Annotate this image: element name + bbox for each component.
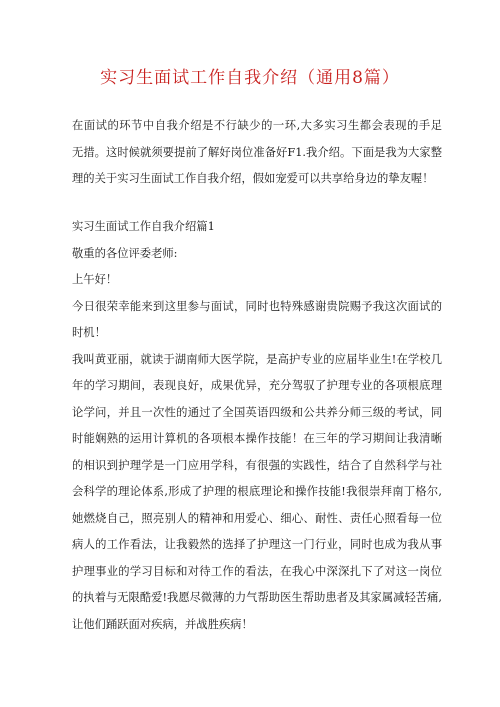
- intro-line: 无措。这时候就须要提前了解好岗位准备好F1.我介绍。下面是我为大家整: [72, 145, 442, 159]
- paragraph-introduction: [72, 347, 442, 639]
- paragraph-line: 年的学习期间，表现良好，成果优异，充分驾驭了护理专业的各项根底理: [72, 379, 442, 392]
- paragraph-line: 时机！: [72, 326, 106, 339]
- paragraph-line: 我叫黄亚丽，就读于湖南师大医学院，是高护专业的应届毕业生!在学校几: [72, 352, 442, 366]
- paragraph-line: 护理事业的学习目标和对待工作的看法，在我心中深深扎下了对这一岗位: [72, 564, 442, 578]
- paragraph-line: 的相识到护理学是一门应用学科，有很强的实践性，结合了自然科学与社: [72, 458, 442, 472]
- section-heading: 实习生面试工作自我介绍篇1: [72, 220, 215, 233]
- morning-greeting: 上午好！: [72, 273, 118, 286]
- paragraph-line: 病人的工作看法，让我毅然的选择了护理这一门行业，同时也成为我从事: [72, 538, 442, 551]
- greeting: 敬重的各位评委老师:: [72, 246, 178, 260]
- intro-paragraph: [72, 113, 442, 193]
- paragraph-line: 会科学的理论体系,形成了护理的根底理论和操作技能!我很崇拜南丁格尔,: [72, 485, 442, 498]
- paragraph-line: 她燃烧自己，照亮别人的精神和用爱心、细心、耐性、责任心照看每一位: [72, 511, 442, 525]
- paragraph-line: 时能娴熟的运用计算机的各项根本操作技能！在三年的学习期间让我清晰: [72, 432, 442, 445]
- paragraph-line: 今日很荣幸能来到这里参与面试，同时也特殊感谢贵院赐予我这次面试的: [72, 299, 442, 313]
- letter-body: [72, 214, 442, 638]
- intro-line: 在面试的环节中自我介绍是不行缺少的一环,大多实习生都会表现的手足: [72, 119, 442, 132]
- paragraph-line: 让他们踊跃面对疾病，并战胜疾病！: [72, 617, 253, 631]
- paragraph-line: 论学问，并且一次性的通过了全国英语四级和公共养分师三级的考试，同: [72, 405, 442, 419]
- paragraph-line: 的执着与无限酷爱!我愿尽微薄的力气帮助医生帮助患者及其家属减轻苦痛,: [72, 591, 442, 604]
- paragraph-thanks: [72, 294, 442, 347]
- intro-line: 理的关于实习生面试工作自我介绍，假如宠爱可以共享给身边的挚友喔！: [72, 172, 434, 185]
- document-title: 实习生面试工作自我介绍（通用8篇）: [100, 68, 400, 88]
